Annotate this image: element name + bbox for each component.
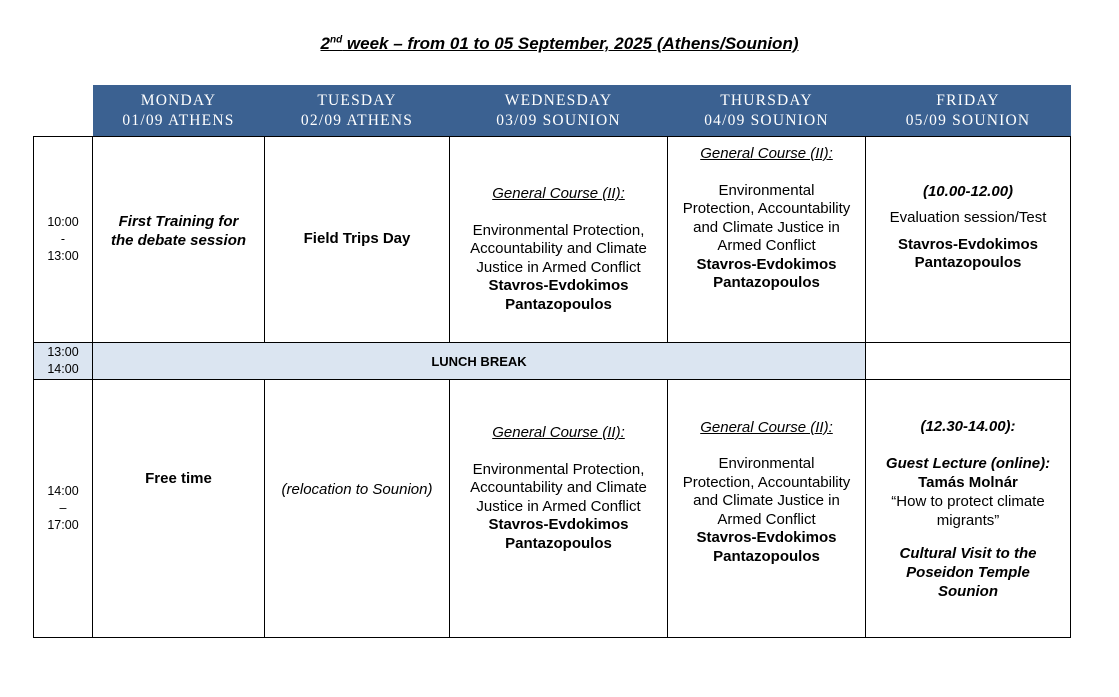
afternoon-thursday: General Course (II): Environmental Protection, Accountability and Climate Justice in Armed Conflict Stavros-Evdokimos Pantazopoulos <box>668 380 866 638</box>
morning-time: 10:00 - 13:00 <box>34 137 93 343</box>
afternoon-monday: Free time <box>93 380 265 638</box>
morning-tuesday: Field Trips Day <box>265 137 450 343</box>
morning-wednesday: General Course (II): Environmental Protection, Accountability and Climate Justice in Armed Conflict Stavros-Evdokimos Pantazopoulos <box>450 137 668 343</box>
lunch-time: 13:00 14:00 <box>34 343 93 380</box>
afternoon-friday: (12.30-14.00): Guest Lecture (online): Tamás Molnár “How to protect climate migrants” Cultural Visit to the Poseidon Temple Sounion <box>866 380 1071 638</box>
page-title: 2nd week – from 01 to 05 September, 2025 (Athens/Sounion) <box>320 34 799 53</box>
morning-row <box>34 137 1071 343</box>
afternoon-time: 14:00 – 17:00 <box>34 380 93 638</box>
morning-monday: First Training for the debate session <box>93 137 265 343</box>
header-monday: MONDAY 01/09 ATHENS <box>93 85 265 137</box>
header-wednesday: WEDNESDAY 03/09 SOUNION <box>450 85 668 137</box>
afternoon-tuesday: (relocation to Sounion) <box>265 380 450 638</box>
header-tuesday: TUESDAY 02/09 ATHENS <box>265 85 450 137</box>
header-thursday: THURSDAY 04/09 SOUNION <box>668 85 866 137</box>
lunch-break: LUNCH BREAK <box>93 343 866 380</box>
header-friday: FRIDAY 05/09 SOUNION <box>866 85 1071 137</box>
header-row <box>34 85 1071 137</box>
header-corner <box>34 85 93 137</box>
afternoon-wednesday: General Course (II): Environmental Protection, Accountability and Climate Justice in Armed Conflict Stavros-Evdokimos Pantazopoulos <box>450 380 668 638</box>
afternoon-row <box>34 380 1071 638</box>
lunch-friday-empty <box>866 343 1071 380</box>
morning-thursday: General Course (II): Environmental Protection, Accountability and Climate Justice in Armed Conflict Stavros-Evdokimos Pantazopoulos <box>668 137 866 343</box>
schedule-table <box>33 85 1071 638</box>
morning-friday: (10.00-12.00) Evaluation session/Test Stavros-Evdokimos Pantazopoulos <box>866 137 1071 343</box>
lunch-row <box>34 343 1071 380</box>
